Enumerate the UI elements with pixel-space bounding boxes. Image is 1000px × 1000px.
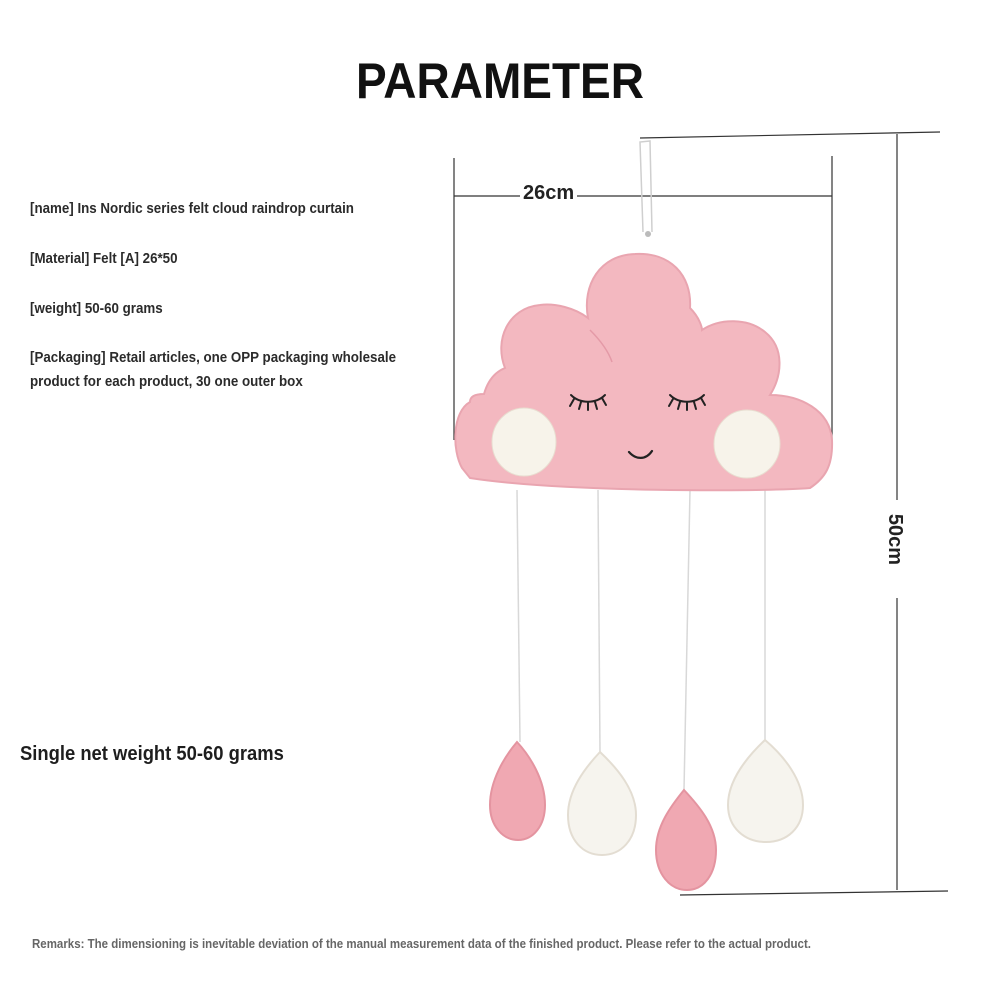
raindrop-pink-2 — [656, 790, 716, 890]
height-dimension-label: 50cm — [883, 511, 906, 568]
spec-name: [name] Ins Nordic series felt cloud raindrop curtain — [30, 201, 354, 217]
left-cheek — [492, 408, 556, 476]
height-ext-line-bottom — [680, 891, 948, 895]
spec-packaging: [Packaging] Retail articles, one OPP packaging wholesale product for each product, 30 one outer box — [30, 350, 397, 390]
remarks-note: Remarks: The dimensioning is inevitable deviation of the manual measurement data of the finished product. Please refer to the actual product. — [32, 937, 811, 951]
raindrop-white-2 — [728, 740, 803, 842]
raindrop-white-1 — [568, 752, 636, 855]
right-cheek — [714, 410, 780, 478]
spec-material: [Material] Felt [A] 26*50 — [30, 251, 178, 267]
raindrop-pink-1 — [490, 742, 545, 840]
string-3 — [684, 490, 690, 790]
width-dimension-label: 26cm — [520, 182, 577, 205]
cloud — [455, 254, 832, 490]
string-1 — [517, 490, 520, 742]
loop-knot — [645, 231, 651, 237]
height-ext-line-top — [640, 132, 940, 138]
string-2 — [598, 490, 600, 752]
page-title: PARAMETER — [356, 53, 644, 109]
spec-weight: [weight] 50-60 grams — [30, 301, 163, 317]
net-weight-label: Single net weight 50-60 grams — [20, 743, 284, 765]
hanging-loop — [640, 141, 652, 232]
